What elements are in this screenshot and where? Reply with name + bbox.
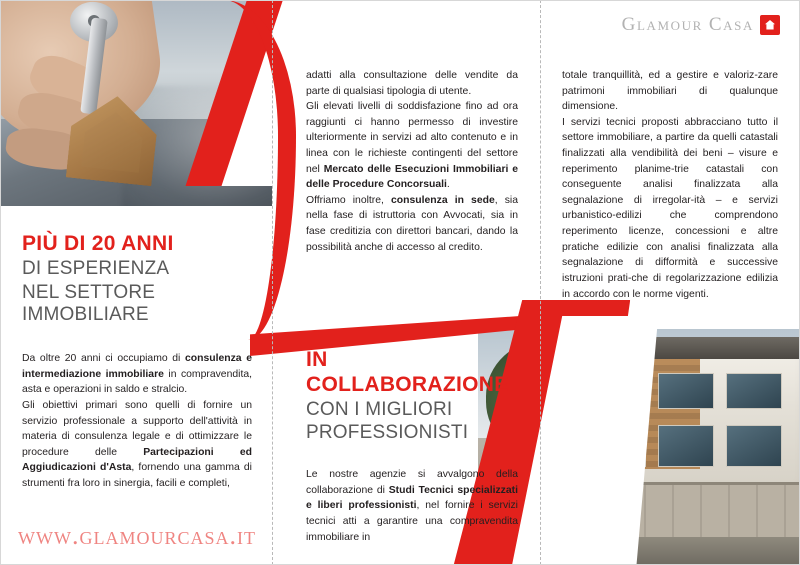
mid-p2-bold: Mercato delle Esecuzioni Immobiliari e delle Procedure Concorsuali [306, 163, 518, 191]
panel-middle-bottom [306, 348, 518, 545]
mid-p3-part1: Offriamo inoltre, [306, 194, 392, 206]
collab-heading-line3: PROFESSIONISTI [306, 422, 469, 444]
mid-paragraph-2 [306, 99, 518, 193]
panel-right [562, 68, 778, 302]
panel-middle-top [306, 68, 518, 255]
left-heading-line1: PIÙ DI 20 ANNI [22, 232, 174, 255]
left-p1-bold: consulenza e intermediazione immobiliare [22, 353, 252, 380]
left-p2-part1: Gli obiettivi primari sono quelli di fornire un servizio professionale a supporto dell'attività in materia di consulenza legale e di ottimizzare le procedure delle [22, 399, 252, 458]
left-paragraph-2 [22, 398, 252, 492]
mid-p2-part1: Gli elevati livelli di soddisfazione fino ad ora raggiunti ci hanno permesso di investire ulteriormente in servizi ad alto contenuto e in linea con le richieste contingenti del settore nel [306, 101, 518, 175]
mid-paragraph-3 [306, 193, 518, 255]
window [726, 373, 782, 409]
panel-left [22, 232, 252, 492]
right-paragraph-2: I servizi tecnici proposti abbracciano tutto il settore immobiliare, a partire da quelli catastali finalizzati alla vendibilità dei beni – visure e reperimento planime-trie catastali con conseguente analisi finalizzata alla segnalazione di irregolar-ità – e servizi urbanistico-edilizi che comprendono reperimento licenze, concessioni e altre pratiche edilizie con analisi finalizzata alla segnalazione di difformità e successive istruzioni prati-che di regolarizzazione edilizia in accordo con le norme vigenti. [562, 116, 778, 300]
collab-p1-bold: Studi Tecnici specializzati e liberi professionisti [306, 484, 519, 512]
mid-paragraph-1: adatti alla consultazione delle vendite da parte di qualsiasi tipologia di utente. [306, 70, 518, 97]
left-p2-part2: , fornendo una gamma di strumenti fra loro in sinergia, facili e completi, [22, 462, 252, 490]
collab-p1-part1: Le nostre agenzie si avvalgono della collaborazione di [306, 469, 518, 496]
left-p2-bold: Partecipazioni ed Aggiudicazioni d'Asta [22, 446, 253, 474]
mid-p2-part2: . [446, 179, 450, 191]
fold-guide [272, 0, 273, 565]
house-icon [760, 15, 780, 35]
left-heading-line3: NEL SETTORE IMMOBILIARE [22, 281, 156, 326]
window [726, 425, 782, 467]
brand-logo [622, 14, 780, 36]
mid-p3-part2: , sia nella fase di istruttoria con Avvocati, sia in fase creditizia con direttori bancari, dando la possibilità anche di accesso al credito. [306, 194, 518, 253]
brand-name-sub: Casa [708, 14, 754, 35]
collab-heading-line2: CON I MIGLIORI [306, 398, 453, 420]
right-paragraph-1: totale tranquillità, ed a gestire e valoriz-zare patrimoni immobiliari di qualunque dimensione. [562, 70, 778, 113]
left-paragraph-1 [22, 351, 252, 398]
mid-p3-bold: consulenza in sede [391, 194, 495, 206]
brand-name-main: Glamour [621, 14, 703, 35]
left-p1-part1: Da oltre 20 anni ci occupiamo di [22, 353, 185, 365]
website-watermark: www.glamourcasa.it [18, 521, 256, 550]
collab-p1-part2: , nel fornire i servizi tecnici atti a garantire una compravendita immobiliare in [306, 500, 518, 543]
window [658, 373, 714, 409]
window [658, 425, 714, 467]
fold-guide [540, 0, 541, 565]
collab-paragraph-1 [306, 467, 518, 545]
collab-heading-line1: IN COLLABORAZIONE [306, 348, 509, 396]
left-heading-line2: DI ESPERIENZA [22, 257, 170, 279]
left-p1-part2: in compravendita, asta e operazioni in saldo e stralcio. [22, 368, 252, 396]
